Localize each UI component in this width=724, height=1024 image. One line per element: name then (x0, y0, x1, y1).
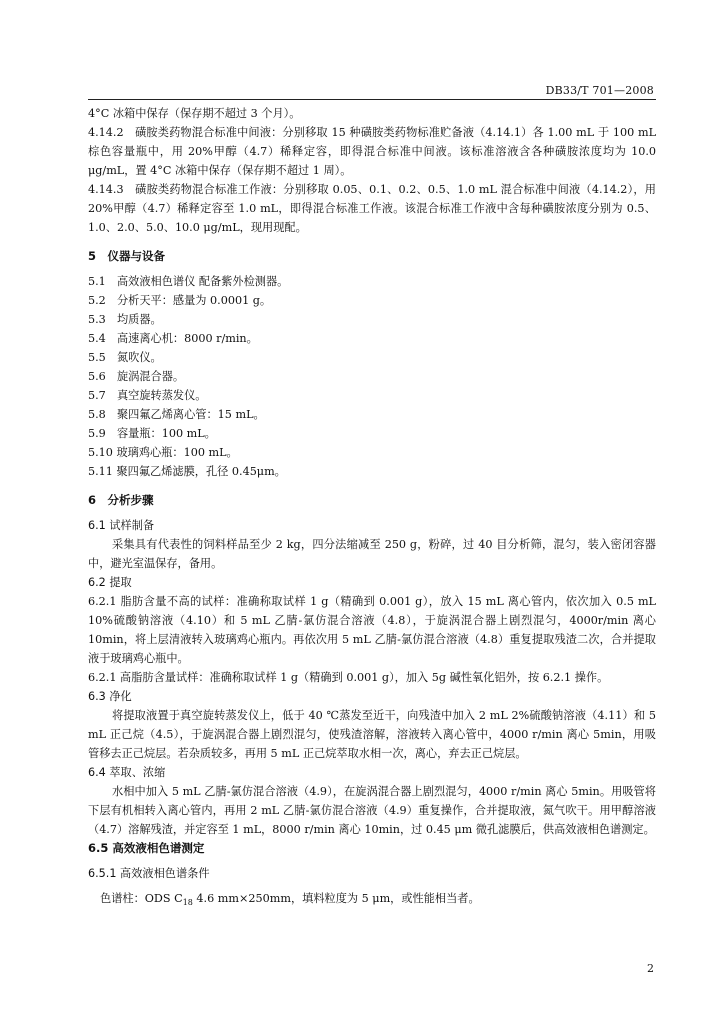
paragraph-6-1: 采集具有代表性的饲料样品至少 2 kg，四分法缩减至 250 g，粉碎，过 40 目分析筛，混匀，装入密闭容器中，避光室温保存，备用。 (88, 538, 656, 570)
document-code: DB33/T 701—2008 (545, 84, 654, 97)
header-rule (88, 99, 656, 100)
equipment-item: 5.5 氮吹仪。 (88, 351, 162, 364)
equipment-item: 5.9 容量瓶：100 mL。 (88, 427, 216, 440)
document-body (88, 104, 656, 908)
paragraph-storage: 4°C 冰箱中保存（保存期不超过 3 个月）。 (88, 107, 301, 120)
equipment-item: 5.8 聚四氟乙烯离心管：15 mL。 (88, 408, 265, 421)
section-6-1-title: 6.1 试样制备 (88, 519, 155, 532)
section-6-3-title: 6.3 净化 (88, 690, 132, 703)
column-spec-prefix: 色谱柱：ODS C (100, 892, 183, 905)
paragraph-4-14-3: 4.14.3 磺胺类药物混合标准工作液：分别移取 0.05、0.1、0.2、0.5、1.0 mL 混合标准中间液（4.14.2），用 20%甲醇（4.7）稀释定容至 1.0 mL，即得混合标准工作液。该混合标准工作液中含每种磺胺浓度分别为 0.5、1.0、2.0、5.0、10.0 μg/mL，现用现配。 (88, 183, 656, 234)
equipment-item: 5.6 旋涡混合器。 (88, 370, 185, 383)
section-6-5-1-title: 6.5.1 高效液相色谱条件 (88, 867, 210, 880)
page-number: 2 (647, 962, 654, 975)
paragraph-6-2-1-high-fat: 6.2.1 高脂肪含量试样：准确称取试样 1 g（精确到 0.001 g），加入 5g 碱性氧化铝外，按 6.2.1 操作。 (88, 671, 609, 684)
column-spec-subscript: 18 (182, 898, 193, 908)
paragraph-6-3: 将提取液置于真空旋转蒸发仪上，低于 40 ℃蒸发至近干，向残渣中加入 2 mL 2%硫酸钠溶液（4.11）和 5 mL 正己烷（4.5），于旋涡混合器上剧烈混匀，使残渣溶解，溶液转入离心管中，4000 r/min 离心 5min，用吸管移去正己烷层。若杂质较多，再用 5 mL 正己烷萃取水相一次，离心，弃去正己烷层。 (88, 709, 656, 760)
equipment-item: 5.3 均质器。 (88, 313, 162, 326)
paragraph-6-4: 水相中加入 5 mL 乙腈-氯仿混合溶液（4.9），在旋涡混合器上剧烈混匀，4000 r/min 离心 5min。用吸管将下层有机相转入离心管内，再用 2 mL 乙腈-氯仿混合溶液（4.9）重复操作，合并提取液，氮气吹干。用甲醇溶液（4.7）溶解残渣，并定容至 1 mL，8000 r/min 离心 10min，过 0.45 μm 微孔滤膜后，供高效液相色谱测定。 (88, 785, 656, 836)
equipment-item: 5.10 玻璃鸡心瓶：100 mL。 (88, 446, 238, 459)
column-spec (88, 889, 656, 908)
section-6-4-title: 6.4 萃取、浓缩 (88, 766, 166, 779)
paragraph-4-14-2: 4.14.2 磺胺类药物混合标准中间液：分别移取 15 种磺胺类药物标准贮备液（4.14.1）各 1.00 mL 于 100 mL 棕色容量瓶中，用 20%甲醇（4.7）稀释定容，即得混合标准中间液。该标准溶液含各种磺胺浓度均为 10.0 μg/mL，置 4°C 冰箱中保存（保存期不超过 1 周）。 (88, 126, 656, 177)
section-5-title: 5 仪器与设备 (88, 249, 166, 263)
equipment-item: 5.11 聚四氟乙烯滤膜，孔径 0.45μm。 (88, 465, 286, 478)
equipment-item: 5.7 真空旋转蒸发仪。 (88, 389, 207, 402)
paragraph-6-2-1-low-fat: 6.2.1 脂肪含量不高的试样：准确称取试样 1 g（精确到 0.001 g），放入 15 mL 离心管内，依次加入 0.5 mL 10%硫酸钠溶液（4.10）和 5 mL 乙腈-氯仿混合溶液（4.8），于旋涡混合器上剧烈混匀，4000r/min 离心 10min，将上层清液转入玻璃鸡心瓶内。再依次用 5 mL 乙腈-氯仿混合溶液（4.8）重复提取残渣二次，合并提取液于玻璃鸡心瓶中。 (88, 595, 656, 665)
equipment-item: 5.4 高速离心机：8000 r/min。 (88, 332, 258, 345)
section-6-title: 6 分析步骤 (88, 493, 154, 507)
section-6-2-title: 6.2 提取 (88, 576, 132, 589)
equipment-list (88, 272, 656, 481)
equipment-item: 5.1 高效液相色谱仪 配备紫外检测器。 (88, 275, 289, 288)
section-6-5-title: 6.5 高效液相色谱测定 (88, 841, 205, 855)
equipment-item: 5.2 分析天平：感量为 0.0001 g。 (88, 294, 272, 307)
column-spec-suffix: 4.6 mm×250mm，填料粒度为 5 μm，或性能相当者。 (192, 892, 480, 905)
